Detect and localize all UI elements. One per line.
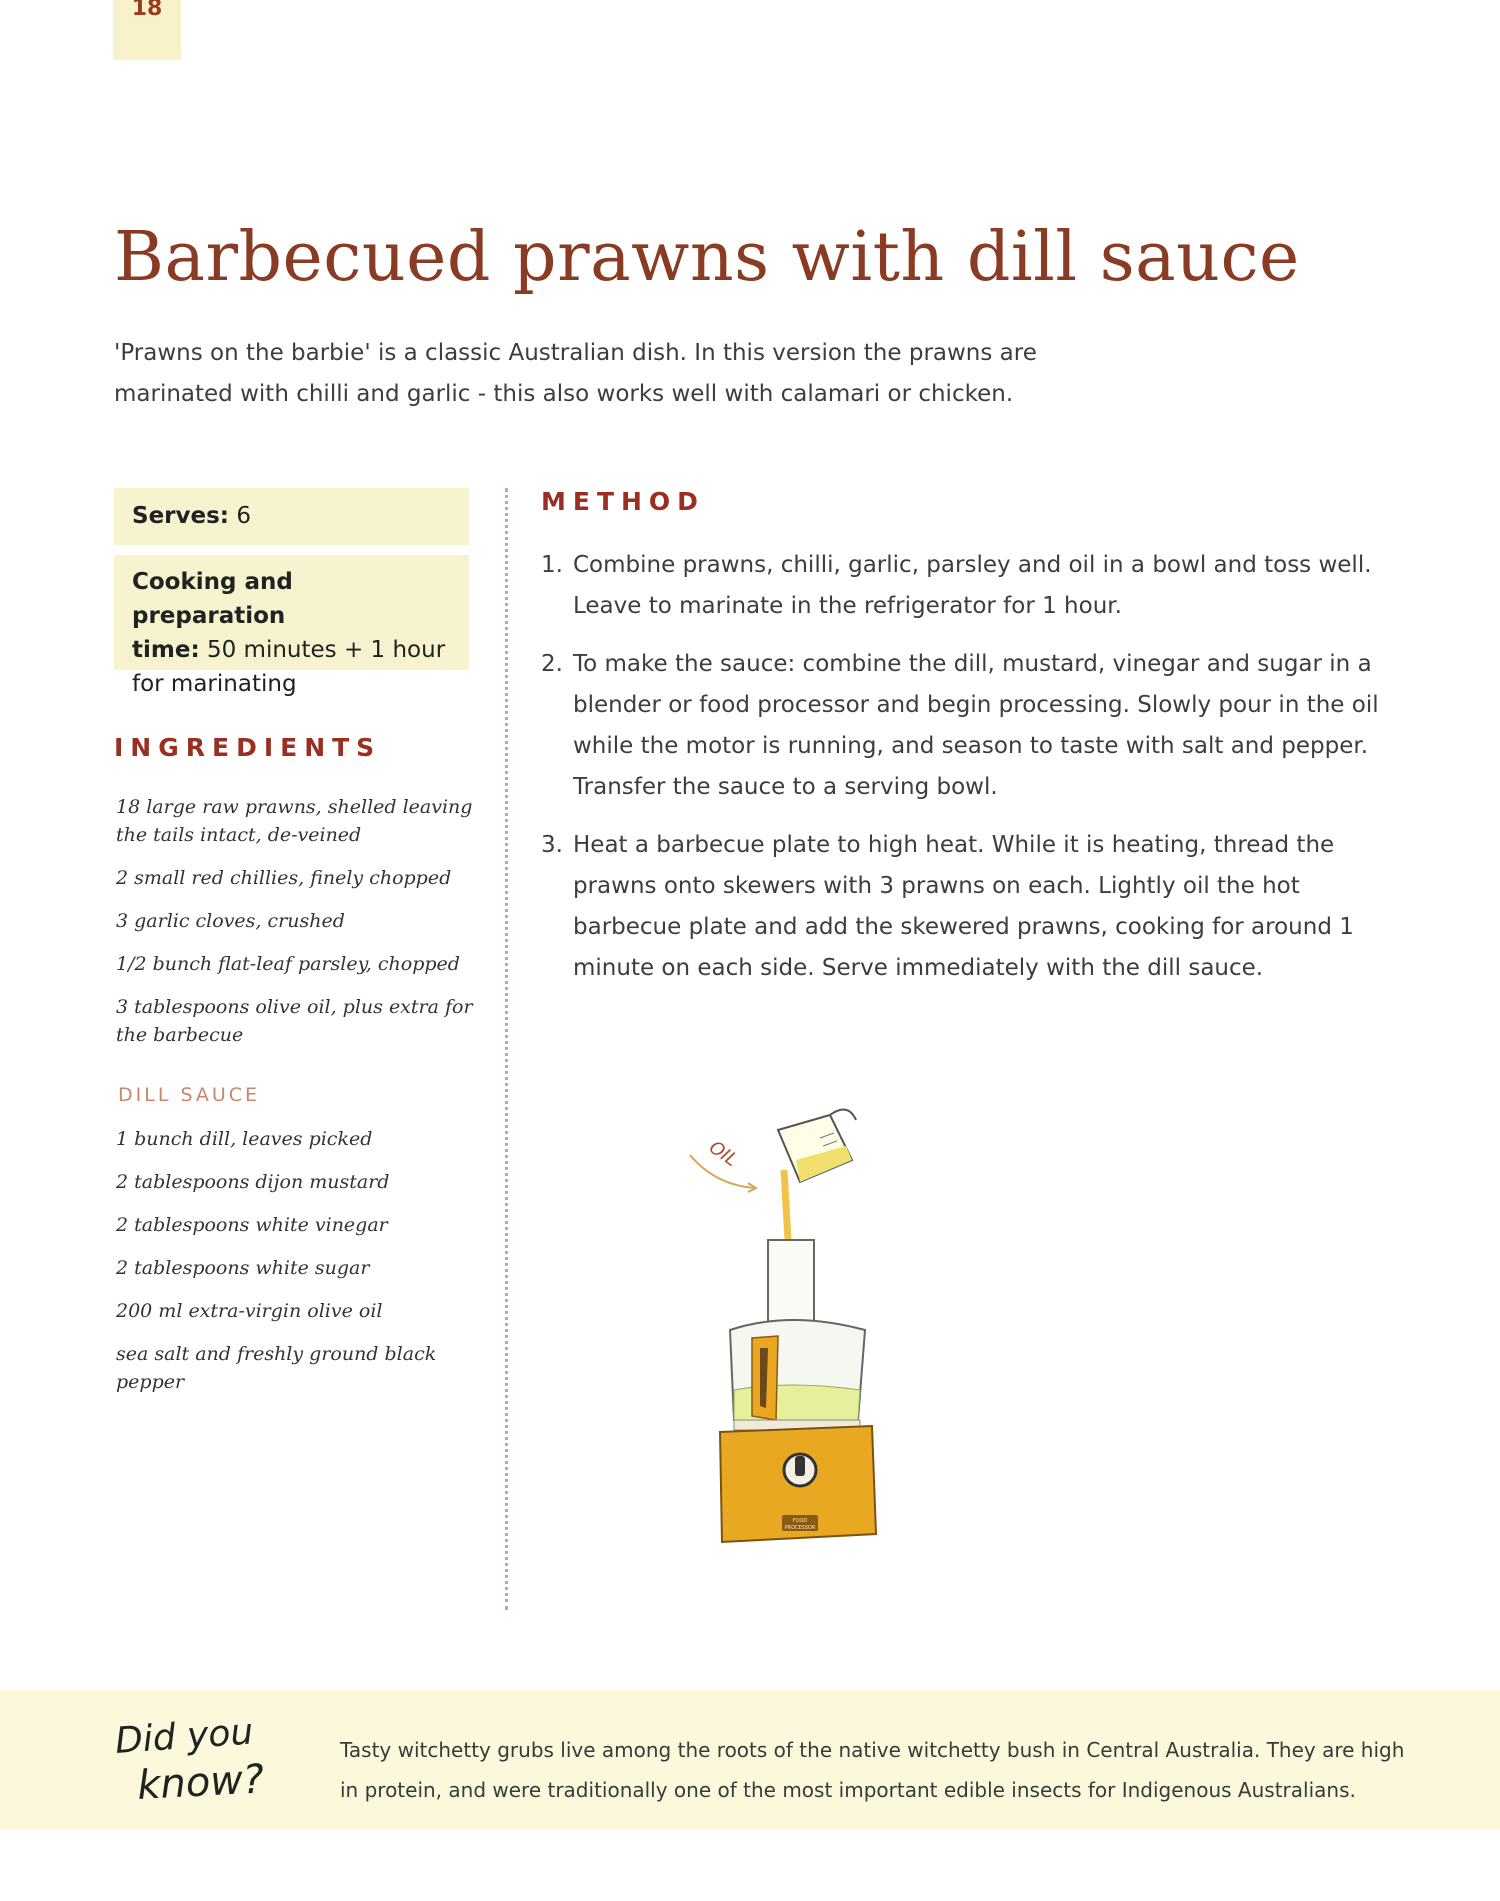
serves-value: 6 <box>236 503 251 529</box>
food-processor-icon <box>720 1240 876 1542</box>
step-text: To make the sauce: combine the dill, mustard, vinegar and sugar in a blender or food processor and begin processing. Slowly pour in the oil while the motor is running, and season to taste with salt and pepper. Transfer the sauce to a serving bowl. <box>573 651 1379 800</box>
ingredients-heading: INGREDIENTS <box>114 733 382 762</box>
column-divider <box>505 488 508 1610</box>
cooking-time-label: Cooking and preparation time: <box>132 569 293 663</box>
dill-sauce-heading: DILL SAUCE <box>118 1084 261 1106</box>
cooking-time-value: 50 minutes + 1 hour for marinating <box>132 637 446 697</box>
method-step <box>541 545 1401 627</box>
svg-text:OIL: OIL <box>705 1136 742 1172</box>
recipe-title: Barbecued prawns with dill sauce <box>114 218 1300 297</box>
step-number: 2. <box>541 651 563 677</box>
food-processor-illustration <box>660 1090 990 1610</box>
measuring-jug-icon <box>778 1110 856 1182</box>
recipe-intro: 'Prawns on the barbie' is a classic Australian dish. In this version the prawns are marinated with chilli and garlic - this also works well with calamari or chicken. <box>114 340 1037 407</box>
oil-stream <box>784 1170 788 1240</box>
cooking-time-box <box>114 555 469 697</box>
ingredient-item: sea salt and freshly ground black pepper <box>116 1343 437 1393</box>
page-number: 18 <box>131 0 163 21</box>
ingredient-item: 3 garlic cloves, crushed <box>116 910 345 932</box>
ingredient-item: 200 ml extra-virgin olive oil <box>116 1300 383 1322</box>
ingredient-item: 2 tablespoons white vinegar <box>116 1214 388 1236</box>
dill-sauce-list <box>116 1125 476 1411</box>
ingredient-item: 1 bunch dill, leaves picked <box>116 1128 373 1150</box>
ingredients-list <box>116 793 476 1064</box>
method-step <box>541 825 1401 989</box>
ingredient-item: 3 tablespoons olive oil, plus extra for the barbecue <box>116 996 473 1046</box>
serves-box <box>114 488 469 545</box>
svg-text:know?: know? <box>136 1756 266 1809</box>
ingredient-item: 2 tablespoons white sugar <box>116 1257 370 1279</box>
step-number: 3. <box>541 832 563 858</box>
step-text: Combine prawns, chilli, garlic, parsley and oil in a bowl and toss well. Leave to marinate in the refrigerator for 1 hour. <box>573 552 1372 619</box>
ingredient-item: 2 small red chillies, finely chopped <box>116 867 452 889</box>
method-steps <box>541 545 1401 1006</box>
svg-text:Did you: Did you <box>113 1711 255 1762</box>
svg-text:FOOD: FOOD <box>792 1518 808 1524</box>
method-step <box>541 644 1401 808</box>
serves-label: Serves: <box>132 503 229 529</box>
oil-label <box>690 1137 756 1192</box>
step-text: Heat a barbecue plate to high heat. While it is heating, thread the prawns onto skewers with 3 prawns on each. Lightly oil the hot barbecue plate and add the skewered prawns, cooking for around 1 minute on each side. Serve immediately with the dill sauce. <box>573 832 1354 981</box>
page-number-tab <box>113 0 181 60</box>
step-number: 1. <box>541 552 563 578</box>
svg-text:PROCESSOR: PROCESSOR <box>784 1525 816 1531</box>
ingredient-item: 2 tablespoons dijon mustard <box>116 1171 390 1193</box>
method-heading: METHOD <box>541 487 705 516</box>
did-you-know-logo <box>112 1705 312 1825</box>
ingredient-item: 18 large raw prawns, shelled leaving the tails intact, de-veined <box>116 796 473 846</box>
did-you-know-text: Tasty witchetty grubs live among the roots of the native witchetty bush in Central Australia. They are high in protein, and were traditionally one of the most important edible insects for Indigenous Australians. <box>340 1738 1405 1802</box>
ingredient-item: 1/2 bunch flat-leaf parsley, chopped <box>116 953 460 975</box>
